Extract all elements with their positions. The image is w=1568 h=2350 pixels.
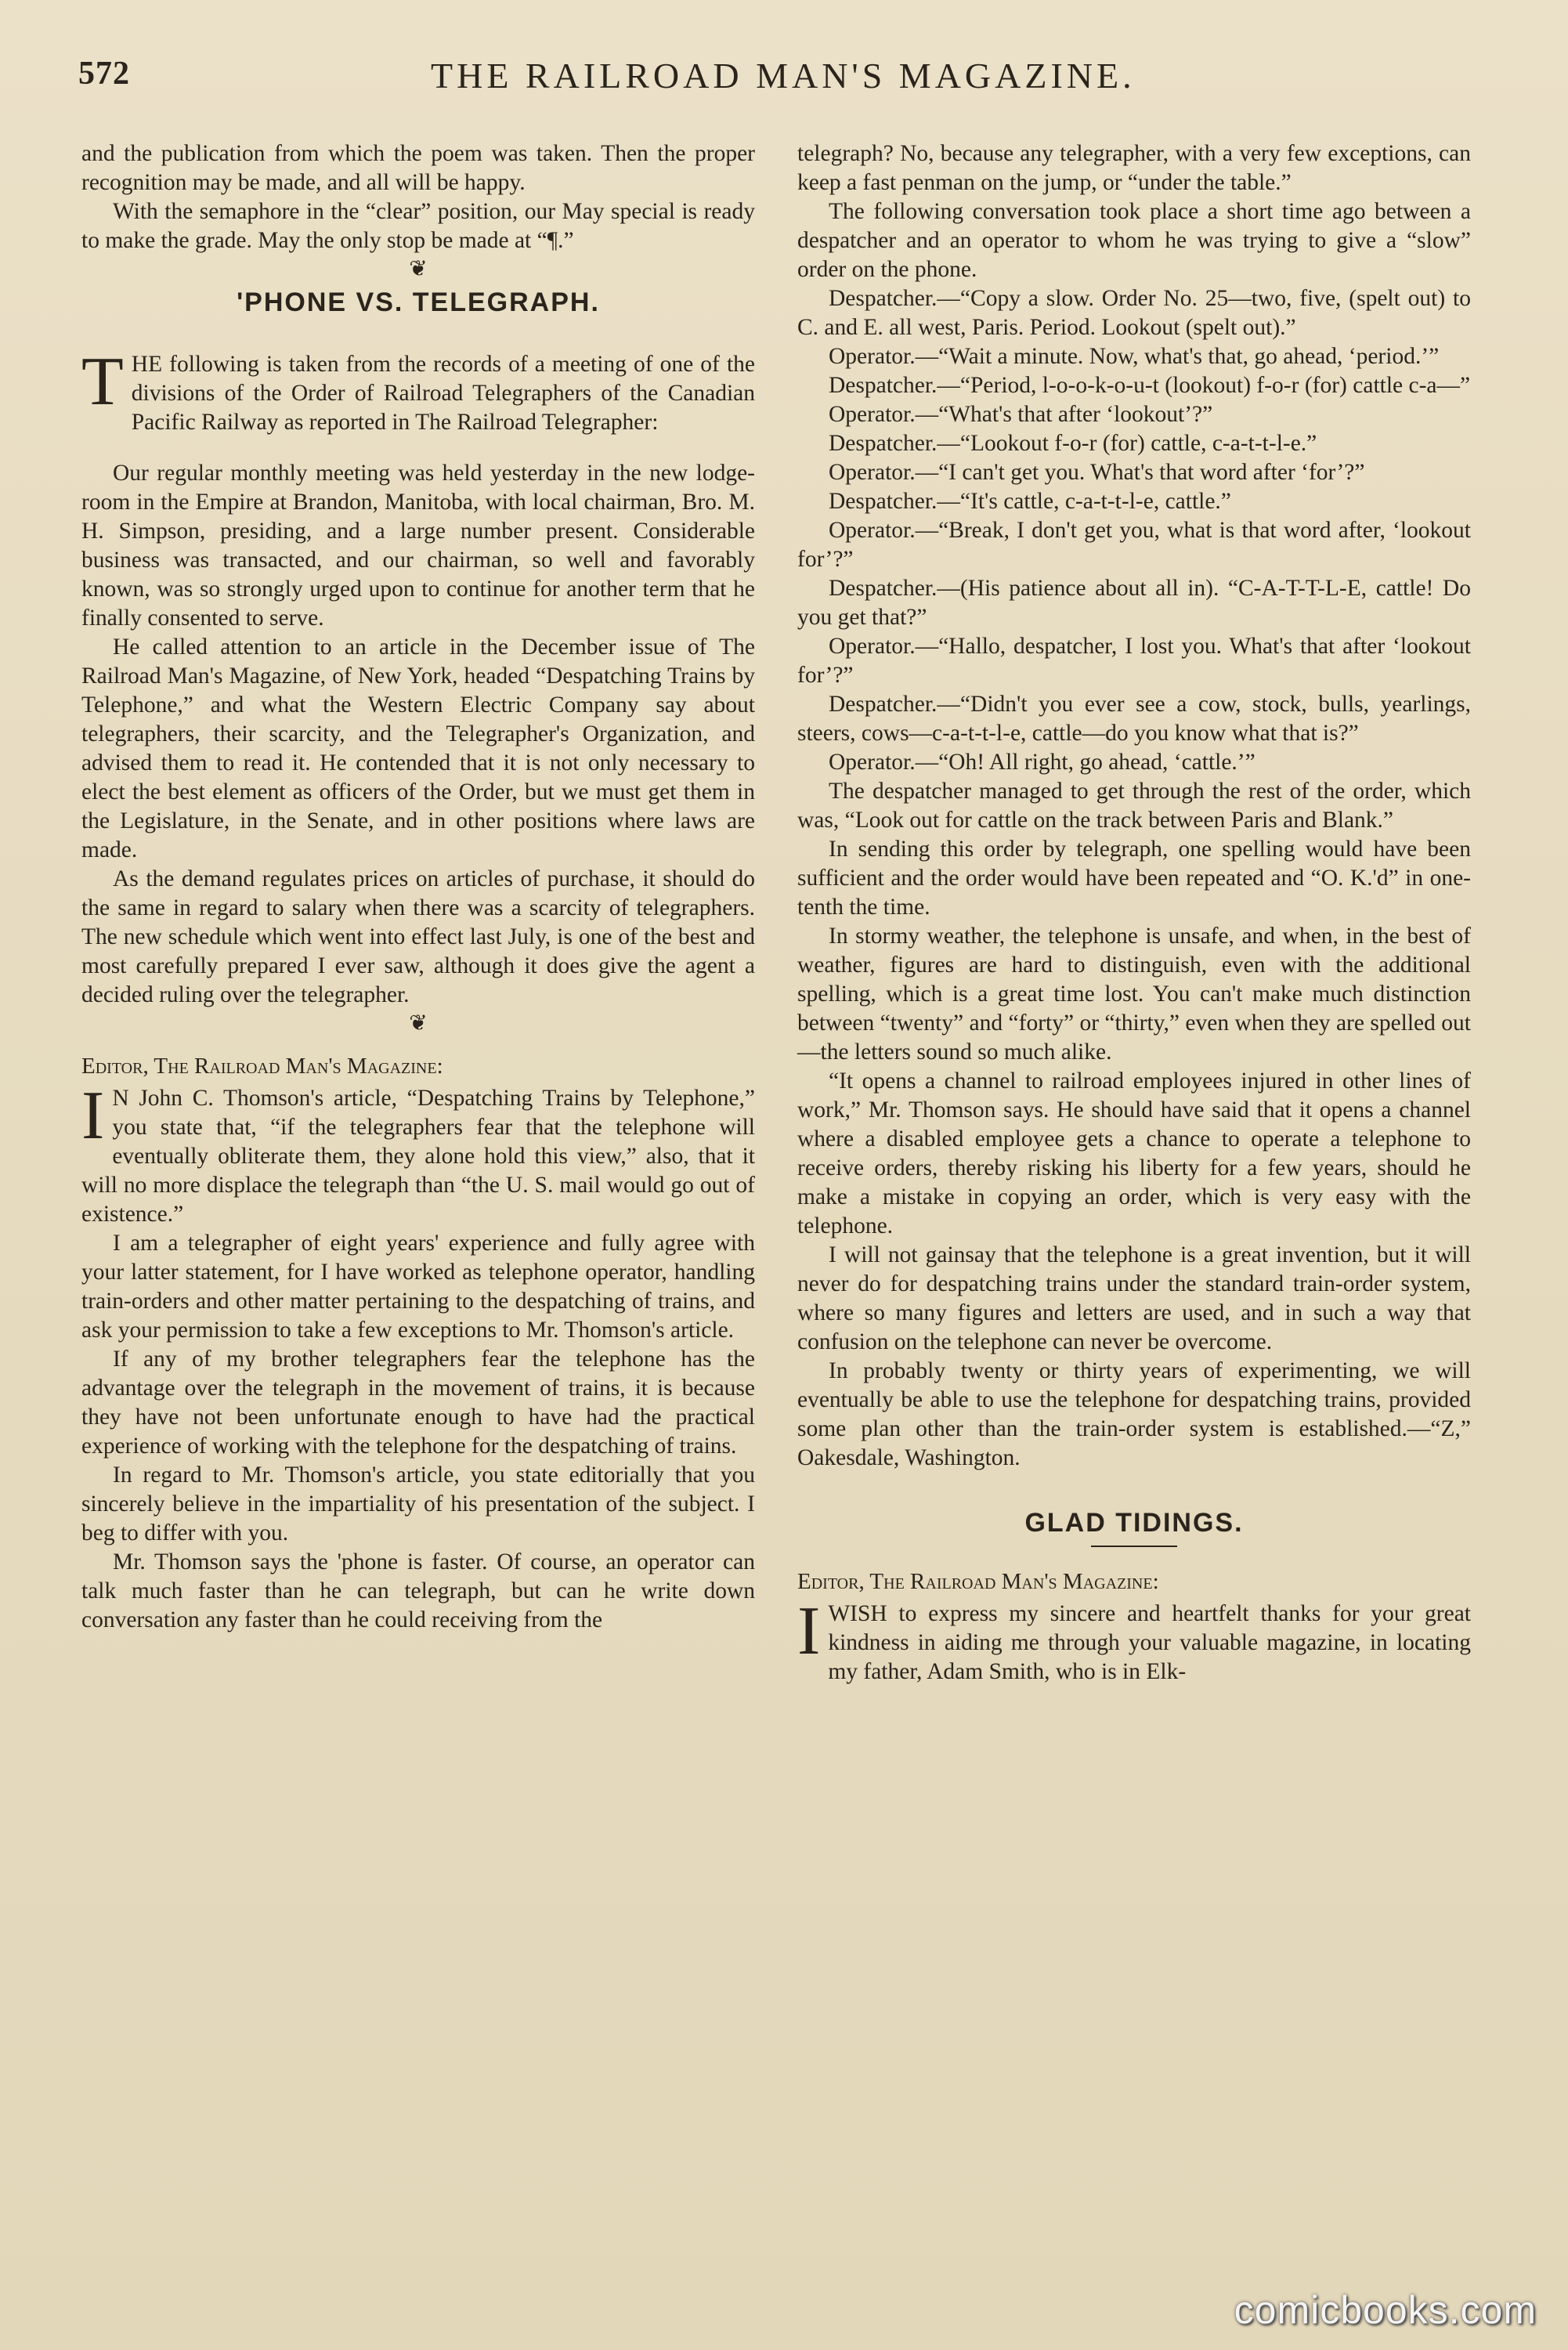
page-header <box>78 55 1457 102</box>
left-column <box>81 139 755 1635</box>
paragraph: Operator.—“Oh! All right, go ahead, ‘cattle.’” <box>829 750 1255 775</box>
drop-cap: T <box>81 344 124 420</box>
paragraph: As the demand regulates prices on articles of purchase, it should do the same in regard to salary when there was a scarcity of telegraphers. The new schedule which went into effect last July, is one of the best and most carefully prepared I ever saw, although it does give the agent a decided ruling over the telegrapher. <box>81 866 755 1007</box>
lead-paragraph: WISH to express my sincere and heartfelt thanks for your great kindness in aiding me through your valuable magazine, in locating my father, Adam Smith, who is in Elk- <box>828 1601 1471 1684</box>
drop-cap: I <box>797 1593 821 1669</box>
paragraph: Operator.—“Hallo, despatcher, I lost you. What's that after ‘lookout for’?” <box>797 634 1471 688</box>
paragraph: Operator.—“What's that after ‘lookout’?” <box>829 402 1213 427</box>
paragraph: With the semaphore in the “clear” position, our May special is ready to make the grade. May the only stop be made at “¶.” <box>81 199 755 253</box>
paragraph: Operator.—“Wait a minute. Now, what's that, go ahead, ‘period.’” <box>829 344 1440 369</box>
paragraph: Operator.—“Break, I don't get you, what is that word after, ‘lookout for’?” <box>797 518 1471 572</box>
lead-paragraph: HE following is taken from the records of a meeting of one of the divisions of the Order of Railroad Telegraphers of the Canadian Pacific Railway as reported in The Railroad Telegrapher: <box>131 352 755 435</box>
glad-tidings-lead <box>797 1593 1471 1687</box>
paragraph: Despatcher.—“Copy a slow. Order No. 25—two, five, (spelt out) to C. and E. all west, Paris. Period. Lookout (spelt out).” <box>797 286 1471 340</box>
paragraph: In probably twenty or thirty years of experimenting, we will eventually be able to use the telephone for despatching trains, provided some plan other than the train-order system is established.—“Z,” Oakesdale, Washington. <box>797 1358 1471 1470</box>
paragraph: He called attention to an article in the December issue of The Railroad Man's Magazine, of New York, headed “Despatching Trains by Telephone,” and what the Western Electric Company say about telegraphers, their scarcity, and the Telegrapher's Organization, and advised them to read it. He contended that it is not only necessary to elect the best element as officers of the Order, but we must get them in the Legislature, in the Senate, and in other positions where laws are made. <box>81 634 755 862</box>
paragraph: Despatcher.—(His patience about all in). “C-A-T-T-L-E, cattle! Do you get that?” <box>797 576 1471 630</box>
editor-salutation: Editor, The Railroad Man's Magazine: <box>81 1054 443 1079</box>
paragraph: If any of my brother telegraphers fear the telephone has the advantage over the telegraph in the movement of trains, it is because they have not been unfortunate enough to have had the practical experience of working with the telephone for the despatching of trains. <box>81 1347 755 1459</box>
paragraph: In stormy weather, the telephone is unsafe, and when, in the best of weather, figures are hard to distinguish, even with the additional spelling, which is a great time lost. You can't make much distinction between “twenty” and “forty” or “thirty,” even when they are spelled out—the letters sound so much alike. <box>797 924 1471 1065</box>
paragraph: telegraph? No, because any telegrapher, with a very few exceptions, can keep a fast penman on the jump, or “under the table.” <box>797 141 1471 195</box>
drop-cap: I <box>81 1078 105 1154</box>
section-lead <box>81 344 755 437</box>
paragraph: The following conversation took place a short time ago between a despatcher and an operator to whom he was trying to give a “slow” order on the phone. <box>797 199 1471 282</box>
section-title-glad-tidings: GLAD TIDINGS. <box>1024 1508 1244 1538</box>
paragraph: Despatcher.—“Period, l-o-o-k-o-u-t (lookout) f-o-r (for) cattle c-a—” <box>829 373 1471 398</box>
ornament-icon: ❦ <box>409 257 428 281</box>
paragraph: Despatcher.—“It's cattle, c-a-t-t-l-e, cattle.” <box>829 489 1231 514</box>
paragraph: Operator.—“I can't get you. What's that word after ‘for’?” <box>829 460 1365 485</box>
page-number: 572 <box>78 56 130 92</box>
paragraph: The despatcher managed to get through the rest of the order, which was, “Look out for cattle on the track between Paris and Blank.” <box>797 779 1471 833</box>
spacer <box>81 1038 755 1052</box>
paragraph: In sending this order by telegraph, one spelling would have been sufficient and the order would have been repeated and “O. K.'d” in one-tenth the time. <box>797 837 1471 920</box>
paragraph: In regard to Mr. Thomson's article, you state editorially that you sincerely believe in the impartiality of his presentation of the subject. I beg to differ with you. <box>81 1462 755 1546</box>
title-rule <box>1091 1546 1177 1547</box>
letter-lead <box>81 1078 755 1229</box>
paragraph: Despatcher.—“Lookout f-o-r (for) cattle, c-a-t-t-l-e.” <box>829 431 1317 456</box>
paragraph: Despatcher.—“Didn't you ever see a cow, stock, bulls, yearlings, steers, cows—c-a-t-t-l-e, cattle—do you know what that is?” <box>797 692 1471 746</box>
editor-salutation: Editor, The Railroad Man's Magazine: <box>797 1569 1159 1594</box>
watermark-logo: comicbooks.com <box>1234 2288 1537 2332</box>
paragraph: and the publication from which the poem was taken. Then the proper recognition may be made, and all will be happy. <box>81 141 755 195</box>
lead-paragraph: N John C. Thomson's article, “Despatching Trains by Telephone,” you state that, “if the telegraphers fear that the telephone will eventually obliterate them, they alone hold this view,” also, that it will no more displace the telegraph than “the U. S. mail would go out of existence.” <box>81 1086 755 1227</box>
right-column <box>797 139 1471 1687</box>
paragraph: Mr. Thomson says the 'phone is faster. Of course, an operator can talk much faster than he can telegraph, but can he write down conversation any faster than he could receiving from the <box>81 1549 755 1632</box>
paragraph: I will not gainsay that the telephone is a great invention, but it will never do for despatching trains under the standard train-order system, where so many figures and letters are used, and in such a way that confusion on the telephone can never be overcome. <box>797 1242 1471 1354</box>
spacer <box>81 325 755 347</box>
running-title: THE RAILROAD MAN'S MAGAZINE. <box>431 56 1136 96</box>
ornament-icon: ❦ <box>409 1011 428 1036</box>
right-paragraph-list <box>797 139 1471 1473</box>
spacer <box>797 1473 1471 1504</box>
spacer <box>81 437 755 459</box>
paragraph: I am a telegrapher of eight years' experience and fully agree with your latter statement, for I have worked as telephone operator, handling train-orders and other matter pertaining to the despatching of trains, and ask your permission to take a few exceptions to Mr. Thomson's article. <box>81 1231 755 1343</box>
paragraph: Our regular monthly meeting was held yesterday in the new lodge-room in the Empire at Brandon, Manitoba, with local chairman, Bro. M. H. Simpson, presiding, and a large number present. Considerable business was transacted, and our chairman, so well and favorably known, was so strongly urged upon to continue for another term that he finally consented to serve. <box>81 461 755 631</box>
section-title-phone-vs-telegraph: 'PHONE VS. TELEGRAPH. <box>237 287 600 317</box>
paragraph: “It opens a channel to railroad employees injured in other lines of work,” Mr. Thomson says. He should have said that it opens a channel where a disabled employee gets a chance to operate a telephone to receive orders, thereby risking his liberty for a few years, should he make a mistake in copying an order, which is very easy with the telephone. <box>797 1068 1471 1238</box>
